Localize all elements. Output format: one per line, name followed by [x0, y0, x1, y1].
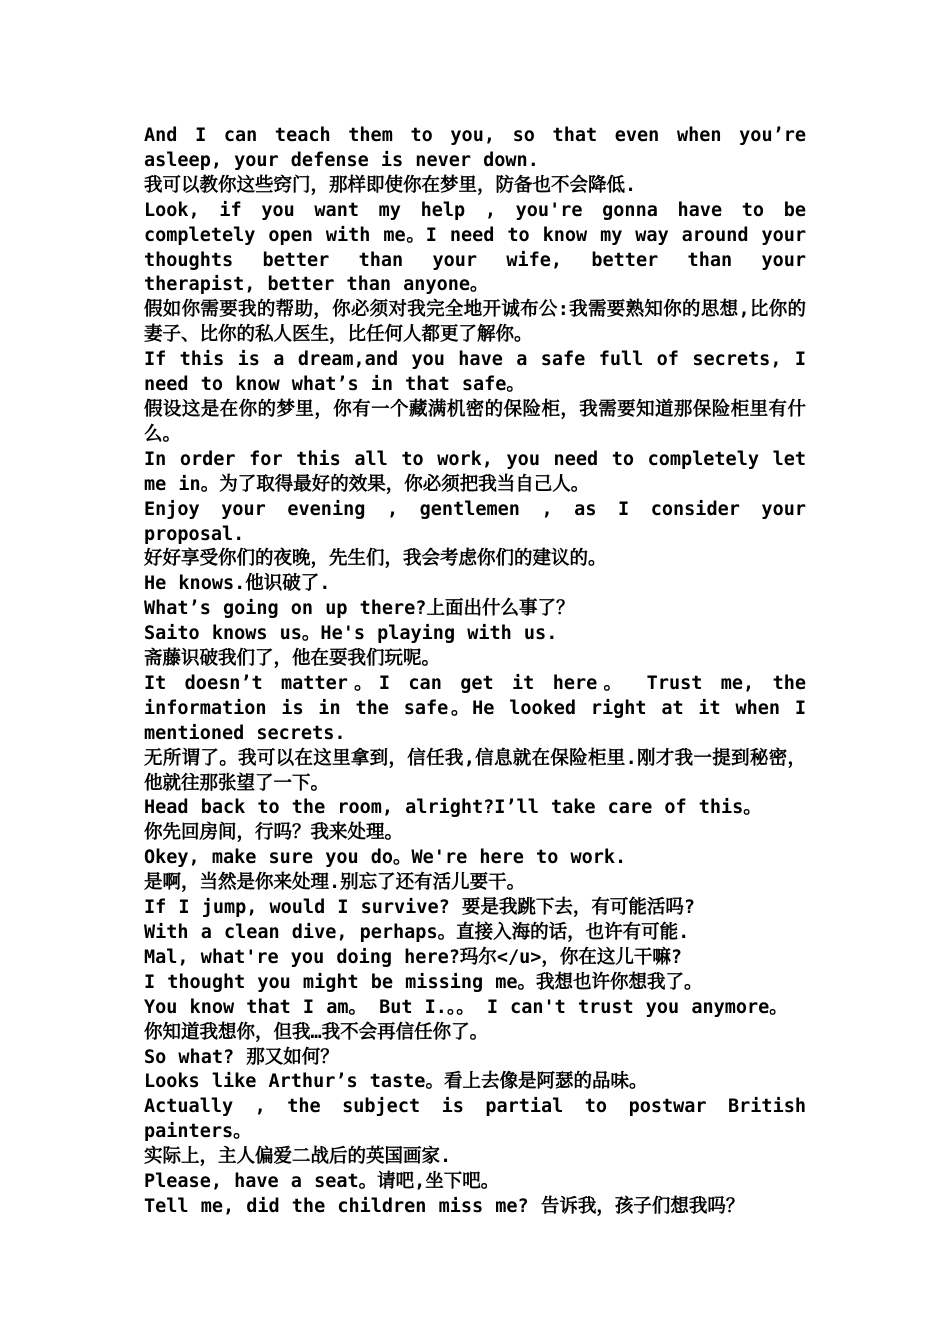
- paragraph: 我可以教你这些窍门，那样即使你在梦里，防备也不会降低.: [144, 174, 637, 196]
- paragraph: Saito knows us。He's playing with us.: [144, 623, 558, 645]
- paragraph: 假如你需要我的帮助，你必须对我完全地开诚布公:我需要熟知你的思想,比你的妻子、比你的私人医生，比任何人都更了解你。: [144, 299, 806, 346]
- paragraph: What’s going on up there?上面出什么事了？: [144, 598, 575, 620]
- paragraph: Enjoy your evening , gentlemen , as I consider your proposal.: [144, 498, 806, 545]
- paragraph: He knows.他识破了.: [144, 573, 331, 595]
- paragraph: Look, if you want my help , you're gonna have to be completely open with me。I need to know my way around your thoughts better than your wife, better than your therapist, better than anyone。: [144, 199, 806, 296]
- paragraph: 你知道我想你，但我…我不会再信任你了。: [144, 1021, 489, 1043]
- paragraph: Tell me, did the children miss me? 告诉我，孩子们想我吗？: [144, 1195, 745, 1217]
- paragraph: It doesn’t matter。I can get it here。 Trust me, the information is in the safe。He looked right at it when I mentioned secrets.: [144, 672, 806, 744]
- paragraph: Head back to the room, alright?I’ll take care of this。: [144, 797, 762, 819]
- paragraph: If this is a dream,and you have a safe full of secrets, I need to know what’s in that safe。: [144, 349, 806, 396]
- paragraph: And I can teach them to you, so that even when you’re asleep, your defense is never down.: [144, 125, 806, 171]
- paragraph: 是啊，当然是你来处理.别忘了还有活儿要干。: [144, 872, 526, 894]
- paragraph: 无所谓了。我可以在这里拿到，信任我,信息就在保险柜里.刚才我一提到秘密，他就往那张望了一下。: [144, 747, 806, 794]
- paragraph: If I jump, would I survive? 要是我跳下去，有可能活吗?: [144, 897, 696, 919]
- paragraph: Mal, what're you doing here?玛尔</u>，你在这儿干嘛?: [144, 946, 683, 968]
- paragraph: Okey, make sure you do。We're here to work.: [144, 847, 627, 869]
- paragraph: I thought you might be missing me。我想也许你想我了。: [144, 971, 703, 993]
- paragraph: You know that I am。 But I.。。 I can't trust you anymore。: [144, 996, 788, 1018]
- paragraph: 实际上，主人偏爱二战后的英国画家.: [144, 1146, 452, 1168]
- paragraph: Looks like Arthur’s taste。看上去像是阿瑟的品味。: [144, 1071, 648, 1093]
- paragraph: 斋藤识破我们了，他在耍我们玩呢。: [144, 648, 441, 670]
- paragraph: With a clean dive, perhaps。直接入海的话，也许有可能.: [144, 922, 690, 943]
- paragraph: In order for this all to work, you need to completely let me in。为了取得最好的效果，你必须把我当自己人。: [144, 448, 806, 495]
- paragraph: 假设这是在你的梦里，你有一个藏满机密的保险柜，我需要知道那保险柜里有什么。: [144, 398, 806, 445]
- paragraph: 好好享受你们的夜晚，先生们，我会考虑你们的建议的。: [144, 548, 607, 570]
- document-body: [144, 124, 806, 1220]
- paragraph: Please, have a seat。请吧,坐下吧。: [144, 1171, 500, 1193]
- paragraph: So what? 那又如何？: [144, 1046, 339, 1068]
- paragraph: Actually , the subject is partial to postwar British painters。: [144, 1096, 806, 1143]
- paragraph: 你先回房间，行吗？我来处理。: [144, 822, 404, 844]
